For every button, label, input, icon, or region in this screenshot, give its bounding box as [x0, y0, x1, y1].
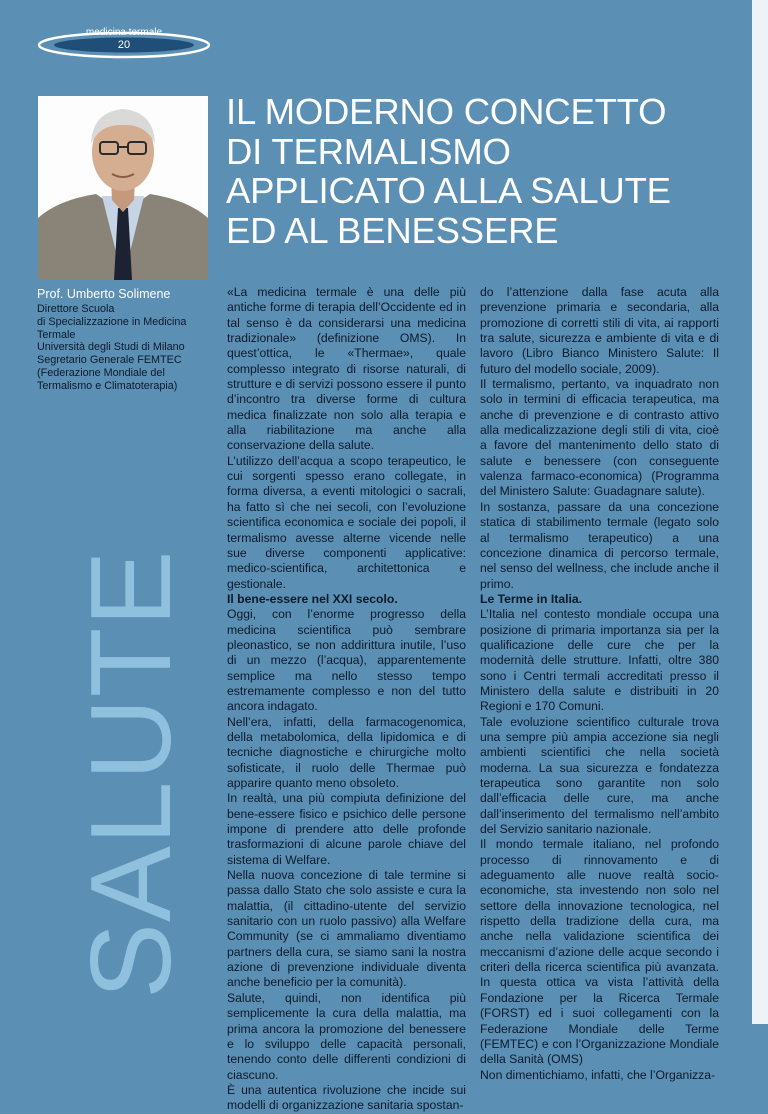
subheading: Il bene-essere nel XXI secolo.: [227, 591, 398, 606]
section-title: medicina termale: [85, 27, 163, 38]
section-badge: [36, 28, 212, 62]
title-line: ED AL BENESSERE: [226, 209, 559, 251]
author-portrait-icon: [38, 96, 208, 280]
paragraph: Il mondo termale italiano, nel profondo processo di rinnovamento e di adeguamento alle nuove realtà socio-economiche, sta investendo non solo nel settore della innovazione tecnologica, nel rispetto della tradizione della cura, ma anche nella validazione scientifica dei meccanismi d’azione delle acque secondo i criteri della ricerca scientifica più avanzata. In questa ottica va vista l’attività della Fondazione per la Ricerca Termale (FORST) ed i suoi collegamenti con la Federazione Mondiale delle Terme (FEMTEC) e con l’Organizzazione Mondiale della Sanità (OMS): [480, 837, 719, 1067]
right-edge-strip: [752, 0, 768, 1024]
title-line: APPLICATO ALLA SALUTE: [226, 170, 671, 211]
article-title: [226, 92, 746, 250]
text-column-1: [227, 285, 466, 1114]
paragraph: Nella nuova concezione di tale termine si passa dallo Stato che solo assiste e cura la malattia, (il cittadino-utente del servizio sanitario con un ruolo passivo) alla Welfare Community (se ci ammaliamo diventiamo partners della cura, se siamo sani la nostra azione di prevenzione individuale diventa anche beneficio per la comunità).: [227, 868, 466, 990]
page-number: 20: [117, 39, 131, 51]
author-line: (Federazione Mondiale del: [37, 366, 165, 379]
title-line: IL MODERNO CONCETTO: [226, 91, 667, 132]
title-line: DI TERMALISMO: [226, 130, 511, 172]
paragraph: do l’attenzione dalla fase acuta alla prevenzione primaria e secondaria, alla promozione di corretti stili di vita, ai rapporti tra salute, sicurezza e ambiente di vita e di lavoro (Libro Bianco Ministero Salute: Il futuro del modello sociale, 2009).: [480, 285, 719, 376]
author-line: Termale: [37, 328, 76, 341]
author-line: Università degli Studi di Milano: [37, 341, 185, 354]
paragraph: L’Italia nel contesto mondiale occupa una posizione di primaria importanza sia per la qualificazione delle cure che per la modernità delle strutture. Infatti, oltre 380 sono i Centri termali accreditati presso il Ministero della salute e distribuiti in 20 Regioni e 170 Comuni.: [480, 607, 719, 714]
paragraph: Tale evoluzione scientifico culturale trova una sempre più ampia accezione sia negli ambienti scientifici che nella società moderna. La sua sicurezza e fondatezza terapeutica sono garantite non solo dall’efficacia delle cure, ma anche dall’inserimento del termalismo nell’ambito del Servizio sanitario nazionale.: [480, 714, 719, 837]
author-photo: [38, 96, 208, 280]
paragraph: È una autentica rivoluzione che incide sui modelli di organizzazione sanitaria spostan-: [227, 1082, 466, 1113]
paragraph: L’utilizzo dell’acqua a scopo terapeutico, le cui sorgenti spesso erano collegate, in forma diversa, a eventi mitologici o sacrali, ha fatto sì che nei secoli, con l’evoluzione scientifica economica e sociale dei popoli, il termalismo avesse alterne vicende nelle sue diverse componenti applicative: medico-scientifica, architettonica e gestionale.: [227, 453, 466, 591]
paragraph: Oggi, con l’enorme progresso della medicina scientifica può sembrare pleonastico, se non addirittura inutile, l’uso di un mezzo (l’acqua), apparentemente semplice ma nello stesso tempo estremamente complesso e non del tutto ancora indagato.: [227, 607, 466, 714]
vertical-section-word: SALUTE: [68, 549, 195, 999]
paragraph: «La medicina termale è una delle più antiche forme di terapia dell’Occidente ed in tal senso è da considerarsi una medicina tradizionale» (definizione OMS). In quest’ottica, le «Thermae», quale complesso integrato di risorse naturali, di strutture e di servizi possono essere il punto d’incontro tra diverse forme di cultura medica finalizzate non solo alla terapia e alla riabilitazione ma anche alla conservazione della salute.: [227, 285, 466, 453]
paragraph: Non dimentichiamo, infatti, che l’Organizza-: [480, 1067, 716, 1082]
author-line: Direttore Scuola: [37, 303, 115, 315]
paragraph: In realtà, una più compiuta definizione del bene-essere fisico e psichico delle persone impone di prendere atto delle profonde trasformazioni di alcune parole chiave del sistema di Welfare.: [227, 791, 466, 867]
paragraph: Salute, quindi, non identifica più semplicemente la cura della malattia, ma prima ancora la promozione del benessere e lo sviluppo delle capacità personali, tenendo conto delle differenti condizioni di ciascuno.: [227, 990, 466, 1082]
author-line: di Specializzazione in Medicina: [37, 315, 187, 328]
author-name: Prof. Umberto Solimene: [37, 287, 171, 301]
author-line: Termalismo e Climatoterapia): [37, 379, 178, 392]
subheading: Le Terme in Italia.: [480, 591, 583, 606]
paragraph: Nell’era, infatti, della farmacogenomica, della metabolomica, della lipidomica e di tecniche diagnostiche e chirurgiche molto sofisticate, il ruolo delle Thermae può apparire quanto meno obsoleto.: [227, 714, 466, 790]
author-info: [37, 287, 217, 393]
text-column-2: [480, 285, 719, 1083]
paragraph: In sostanza, passare da una concezione statica di stabilimento termale (legato solo al termalismo terapeutico) a una concezione dinamica di percorso termale, nel senso del wellness, che include anche il primo.: [480, 499, 719, 591]
author-line: Segretario Generale FEMTEC: [37, 354, 182, 367]
paragraph: Il termalismo, pertanto, va inquadrato non solo in termini di efficacia terapeutica, ma anche di prevenzione e di contrasto attivo alla medicalizzazione degli stili di vita, cioè a favore del mantenimento dello stato di salute e benessere (con conseguente valenza farmaco-economica) (Programma del Ministero Salute: Guadagnare salute).: [480, 377, 719, 499]
